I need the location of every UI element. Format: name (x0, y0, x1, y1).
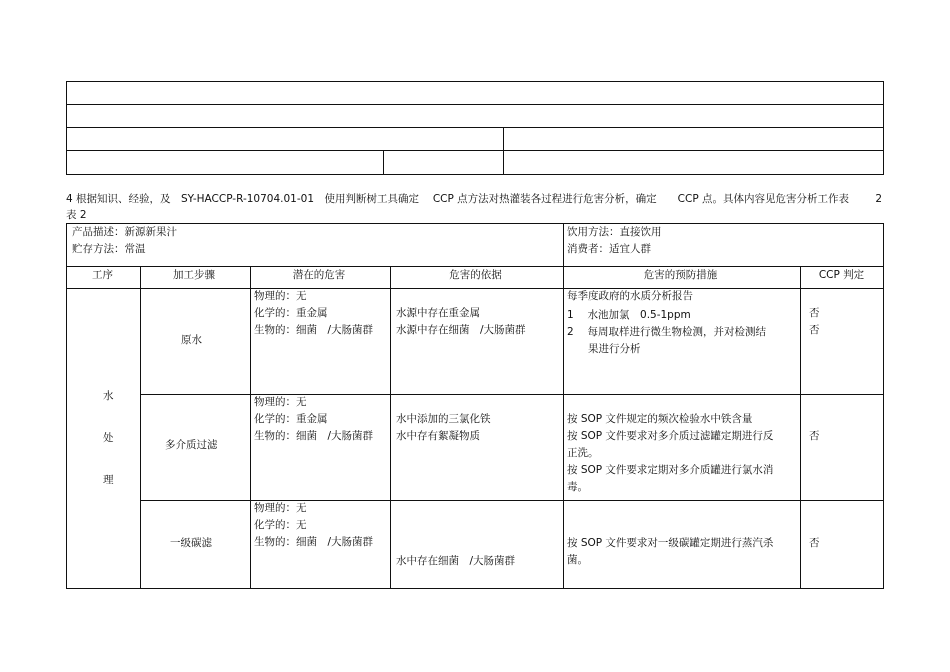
process-char: 处 (103, 432, 114, 444)
hazard-line: 化学的：重金属 (254, 307, 328, 319)
process-char: 理 (103, 474, 114, 486)
measure-line: 毒。 (567, 481, 588, 493)
table-divider (140, 266, 141, 589)
measure-line: 1 水池加氯 0.5-1ppm (567, 309, 691, 321)
table-divider (563, 224, 564, 266)
basis-line: 水中存有絮凝物质 (396, 430, 480, 442)
header-form-line (67, 150, 883, 151)
hazard-line: 化学的：重金属 (254, 413, 328, 425)
column-header: 工序 (92, 269, 113, 281)
basis-line: 水源中存在重金属 (396, 307, 480, 319)
table-divider (390, 266, 391, 589)
ccp-result: 否 (809, 537, 820, 549)
header-form-line (67, 127, 883, 128)
storage-method: 贮存方法：常温 (72, 243, 146, 255)
hazard-line: 物理的：无 (254, 396, 307, 408)
table-line (140, 500, 883, 501)
hazard-line: 化学的：无 (254, 519, 307, 531)
basis-line: 水源中存在细菌 /大肠菌群 (396, 324, 526, 336)
ccp-result: 否 (809, 324, 820, 336)
product-description: 产品描述：新源新果汁 (72, 226, 177, 238)
header-form-divider (383, 150, 384, 175)
basis-line: 水中存在细菌 /大肠菌群 (396, 555, 516, 567)
header-form-line (67, 104, 883, 105)
header-form (66, 81, 884, 175)
hazard-line: 生物的：细菌 /大肠菌群 (254, 430, 374, 442)
table-divider (250, 266, 251, 589)
hazard-line: 生物的：细菌 /大肠菌群 (254, 536, 374, 548)
consumer: 消费者：适宜人群 (567, 243, 651, 255)
measure-line: 2 每周取样进行微生物检测，并对检测结 (567, 326, 767, 338)
measure-line: 按 SOP 文件要求对多介质过滤罐定期进行反 (567, 430, 774, 442)
measure-line: 菌。 (567, 554, 588, 566)
measure-line: 果进行分析 (567, 343, 641, 355)
measure-line: 按 SOP 文件规定的频次检验水中铁含量 (567, 413, 753, 425)
header-form-divider (503, 127, 504, 175)
hazard-line: 生物的：细菌 /大肠菌群 (254, 324, 374, 336)
column-header: 加工步骤 (173, 269, 215, 281)
table-label: 表 2 (66, 209, 87, 221)
intro-paragraph (66, 192, 886, 207)
process-char: 水 (103, 390, 114, 402)
intro-text: 4 根据知识、经验，及 SY-HACCP-R-10704.01-01 使用判断树工具确定 CCP 点方法对热灌装各过程进行危害分析，确定 CCP 点。具体内容见危害分析工作表 (66, 193, 849, 205)
hazard-line: 物理的：无 (254, 502, 307, 514)
table-ref: 2 (875, 193, 882, 205)
table-divider (563, 266, 564, 589)
column-header: CCP 判定 (818, 269, 865, 281)
table-line (67, 288, 883, 289)
ccp-result: 否 (809, 307, 820, 319)
hazard-line: 物理的：无 (254, 290, 307, 302)
table-divider (800, 266, 801, 589)
table-line (140, 394, 883, 395)
step-name: 一级碳滤 (170, 537, 212, 549)
basis-line: 水中添加的三氯化铁 (396, 413, 491, 425)
measure-line: 按 SOP 文件要求定期对多介质罐进行氯水消 (567, 464, 774, 476)
column-header: 潜在的危害 (292, 269, 346, 281)
step-name: 原水 (181, 334, 202, 346)
measure-line: 正洗。 (567, 447, 599, 459)
measure-line: 每季度政府的水质分析报告 (567, 290, 693, 302)
column-header: 危害的依据 (449, 269, 502, 281)
measure-line: 按 SOP 文件要求对一级碳罐定期进行蒸汽杀 (567, 537, 774, 549)
column-header: 危害的预防措施 (643, 269, 718, 281)
ccp-result: 否 (809, 430, 820, 442)
usage-method: 饮用方法：直接饮用 (567, 226, 662, 238)
step-name: 多介质过滤 (165, 439, 218, 451)
